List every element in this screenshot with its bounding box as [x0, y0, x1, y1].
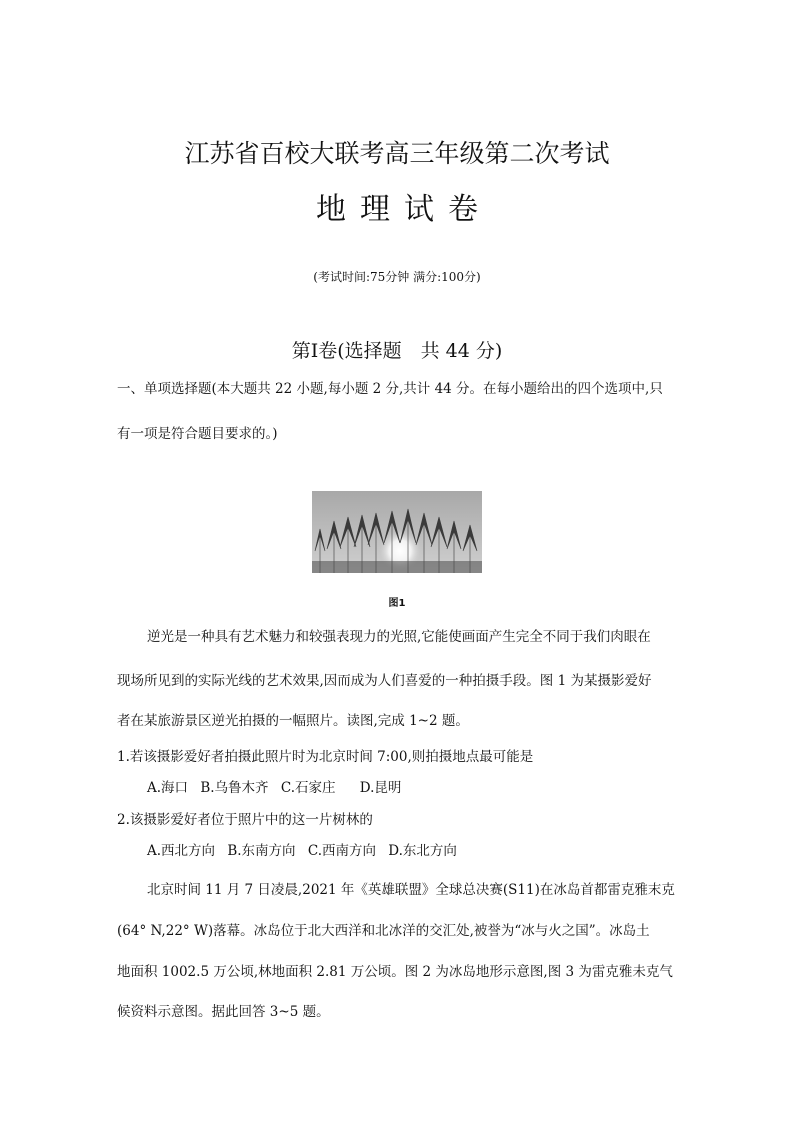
exam-title: 江苏省百校大联考高三年级第二次考试 [184, 139, 610, 168]
figure1-backlit-forest-photo [312, 491, 482, 573]
passage1-line1: 逆光是一种具有艺术魅力和较强表现力的光照,它能使画面产生完全不同于我们肉眼在 [147, 629, 651, 645]
section-title: 第Ⅰ卷(选择题 共 44 分) [291, 340, 503, 362]
passage2-line3: 地面积 1002.5 万公顷,林地面积 2.81 万公顷。图 2 为冰岛地形示意图,图 3 为雷克雅未克气 [117, 964, 673, 980]
question1-option-c[interactable]: C.石家庄 [280, 780, 336, 796]
section-instructions-line2: 有一项是符合题目要求的。) [117, 426, 278, 442]
passage2-line2: (64° N,22° W)落幕。冰岛位于北大西洋和北冰洋的交汇处,被誉为“冰与火之国”。冰岛土 [117, 923, 650, 939]
question2-option-a[interactable]: A.西北方向 [147, 843, 216, 859]
passage1-line3: 者在某旅游景区逆光拍摄的一幅照片。读图,完成 1~2 题。 [117, 713, 469, 729]
question1-option-a[interactable]: A.海口 [147, 780, 189, 796]
question1-option-d[interactable]: D.昆明 [359, 780, 402, 796]
question1-options [147, 778, 717, 798]
question2-options [147, 841, 717, 861]
exam-info: (考试时间:75分钟 满分:100分) [313, 270, 481, 284]
question2-stem: 2.该摄影爱好者位于照片中的这一片树林的 [117, 812, 373, 828]
question1-stem: 1.若该摄影爱好者拍摄此照片时为北京时间 7:00,则拍摄地点最可能是 [117, 749, 534, 765]
section-instructions-line1: 一、单项选择题(本大题共 22 小题,每小题 2 分,共计 44 分。在每小题给出的四个选项中,只 [117, 381, 663, 397]
passage2-line4: 候资料示意图。据此回答 3~5 题。 [117, 1004, 330, 1020]
question2-option-c[interactable]: C.西南方向 [307, 843, 376, 859]
subject-title: 地理试卷 [316, 192, 492, 227]
passage1-line2: 现场所见到的实际光线的艺术效果,因而成为人们喜爱的一种拍摄手段。图 1 为某摄影爱好 [117, 673, 652, 689]
passage2-line1: 北京时间 11 月 7 日凌晨,2021 年《英雄联盟》全球总决赛(S11)在冰岛首都雷克雅末克 [147, 882, 675, 898]
question2-option-d[interactable]: D.东北方向 [388, 843, 457, 859]
figure1-caption: 图1 [388, 598, 406, 609]
question1-option-b[interactable]: B.乌鲁木齐 [200, 780, 269, 796]
question2-option-b[interactable]: B.东南方向 [227, 843, 296, 859]
